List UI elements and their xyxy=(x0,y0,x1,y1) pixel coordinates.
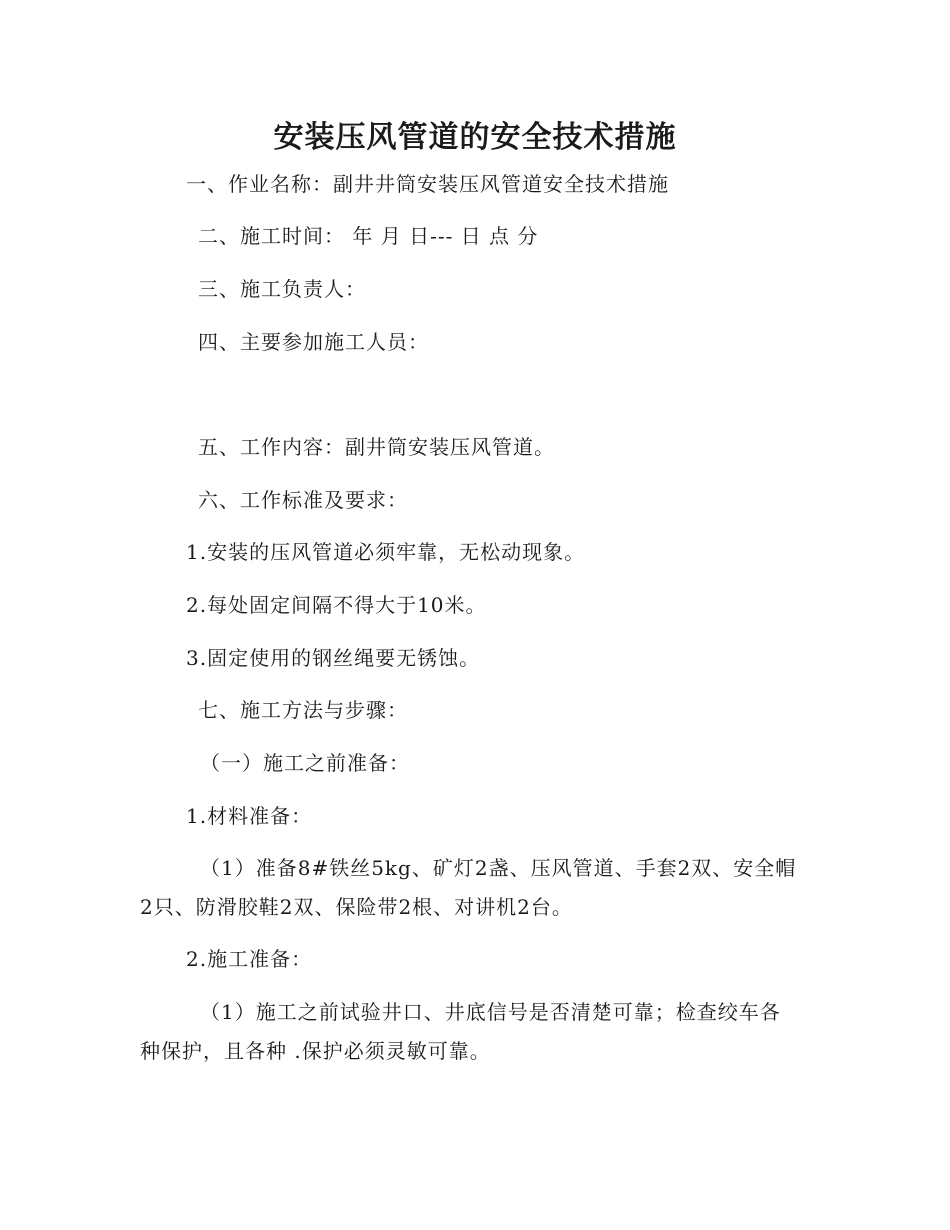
construction-paragraph-line-1: （1）施工之前试验井口、井底信号是否清楚可靠；检查绞车各 xyxy=(200,1000,781,1024)
section-methods-steps: 七、施工方法与步骤： xyxy=(198,698,408,722)
section-construction-time: 二、施工时间： 年 月 日--- 日 点 分 xyxy=(198,224,539,248)
section-person-in-charge: 三、施工负责人： xyxy=(198,277,366,301)
section-work-standards: 六、工作标准及要求： xyxy=(198,488,408,512)
standard-item-1: 1.安装的压风管道必须牢靠，无松动现象。 xyxy=(186,540,586,564)
materials-paragraph-line-1: （1）准备8#铁丝5kg、矿灯2盏、压风管道、手套2双、安全帽 xyxy=(200,856,797,880)
document-title: 安装压风管道的安全技术措施 xyxy=(273,120,677,155)
section-work-content: 五、工作内容：副井筒安装压风管道。 xyxy=(198,435,555,459)
section-work-name: 一、作业名称：副井井筒安装压风管道安全技术措施 xyxy=(186,172,669,196)
standard-item-2: 2.每处固定间隔不得大于10米。 xyxy=(186,593,487,617)
prep-item-construction: 2.施工准备： xyxy=(186,947,313,971)
prep-item-materials: 1.材料准备： xyxy=(186,804,313,828)
standard-item-3: 3.固定使用的钢丝绳要无锈蚀。 xyxy=(186,646,481,670)
section-main-personnel: 四、主要参加施工人员： xyxy=(198,330,429,354)
construction-paragraph-line-2: 种保护，且各种 .保护必须灵敏可靠。 xyxy=(140,1039,491,1063)
subsection-preparation: （一）施工之前准备： xyxy=(200,751,410,775)
materials-paragraph-line-2: 2只、防滑胶鞋2双、保险带2根、对讲机2台。 xyxy=(140,895,573,919)
